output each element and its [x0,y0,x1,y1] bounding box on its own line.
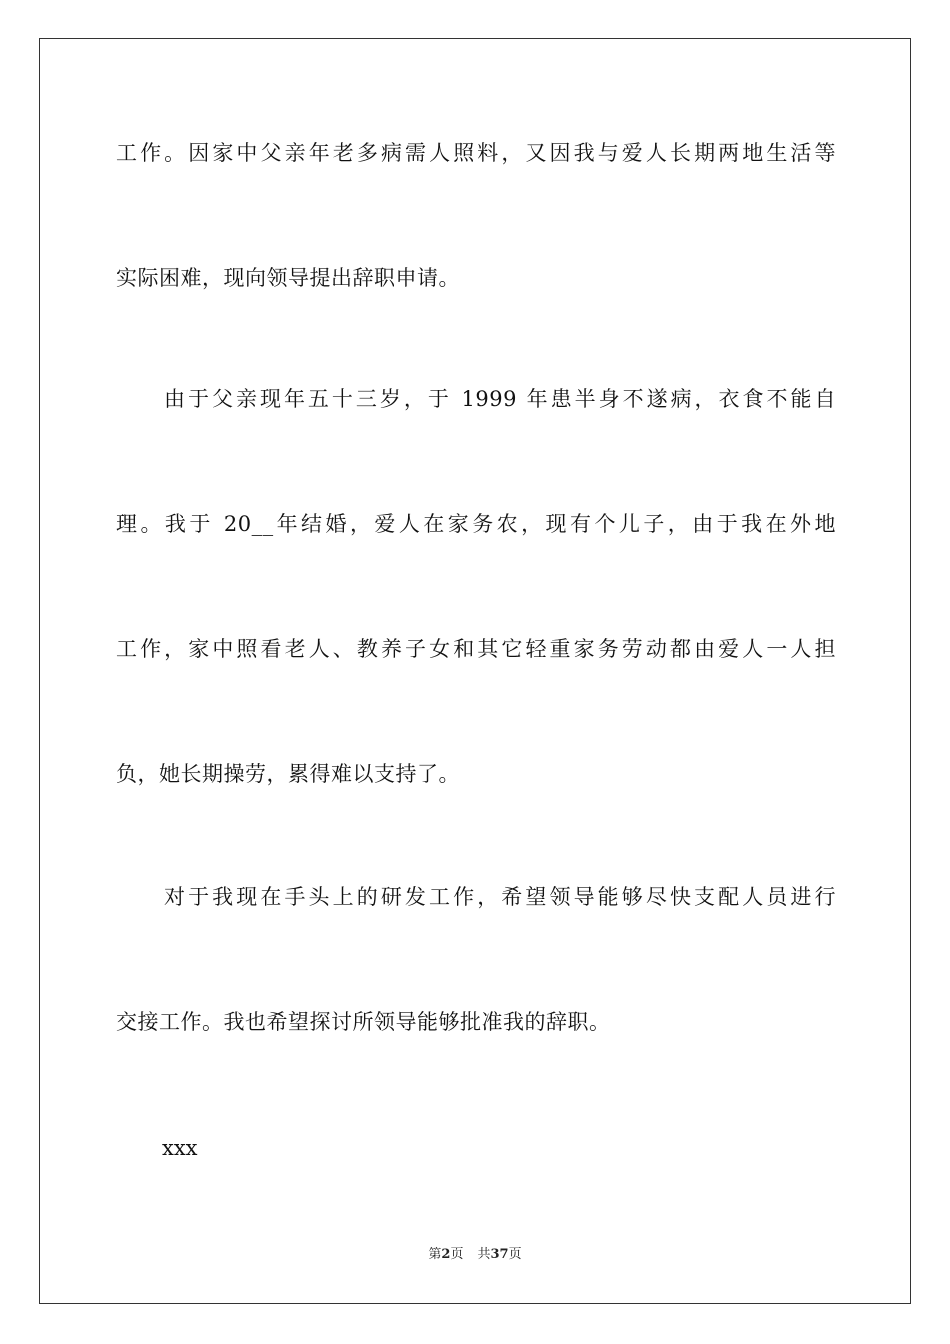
page-number: 2 [441,1247,451,1262]
page-frame [39,38,911,1304]
text-line-1: 工作。因家中父亲年老多病需人照料，又因我与爱人长期两地生活等 [116,141,836,165]
total-pages: 37 [490,1247,509,1262]
text-line-4: 理。我于 20__年结婚，爱人在家务农，现有个儿子，由于我在外地 [116,512,836,536]
text-line-2: 实际困难，现向领导提出辞职申请。 [116,266,460,290]
total-prefix: 共 [477,1247,491,1262]
text-line-3: 由于父亲现年五十三岁，于 1999 年患半身不遂病，衣食不能自 [164,387,836,411]
text-line-8: 交接工作。我也希望探讨所领导能够批准我的辞职。 [116,1010,611,1034]
page-prefix: 第 [428,1247,442,1262]
text-line-7: 对于我现在手头上的研发工作，希望领导能够尽快支配人员进行 [164,885,836,909]
page-suffix: 页 [450,1247,464,1262]
total-suffix: 页 [508,1247,522,1262]
signature: xxx [162,1136,198,1160]
text-line-5: 工作，家中照看老人、教养子女和其它轻重家务劳动都由爱人一人担 [116,637,836,661]
page-footer [0,1246,950,1264]
text-line-6: 负，她长期操劳，累得难以支持了。 [116,762,460,786]
